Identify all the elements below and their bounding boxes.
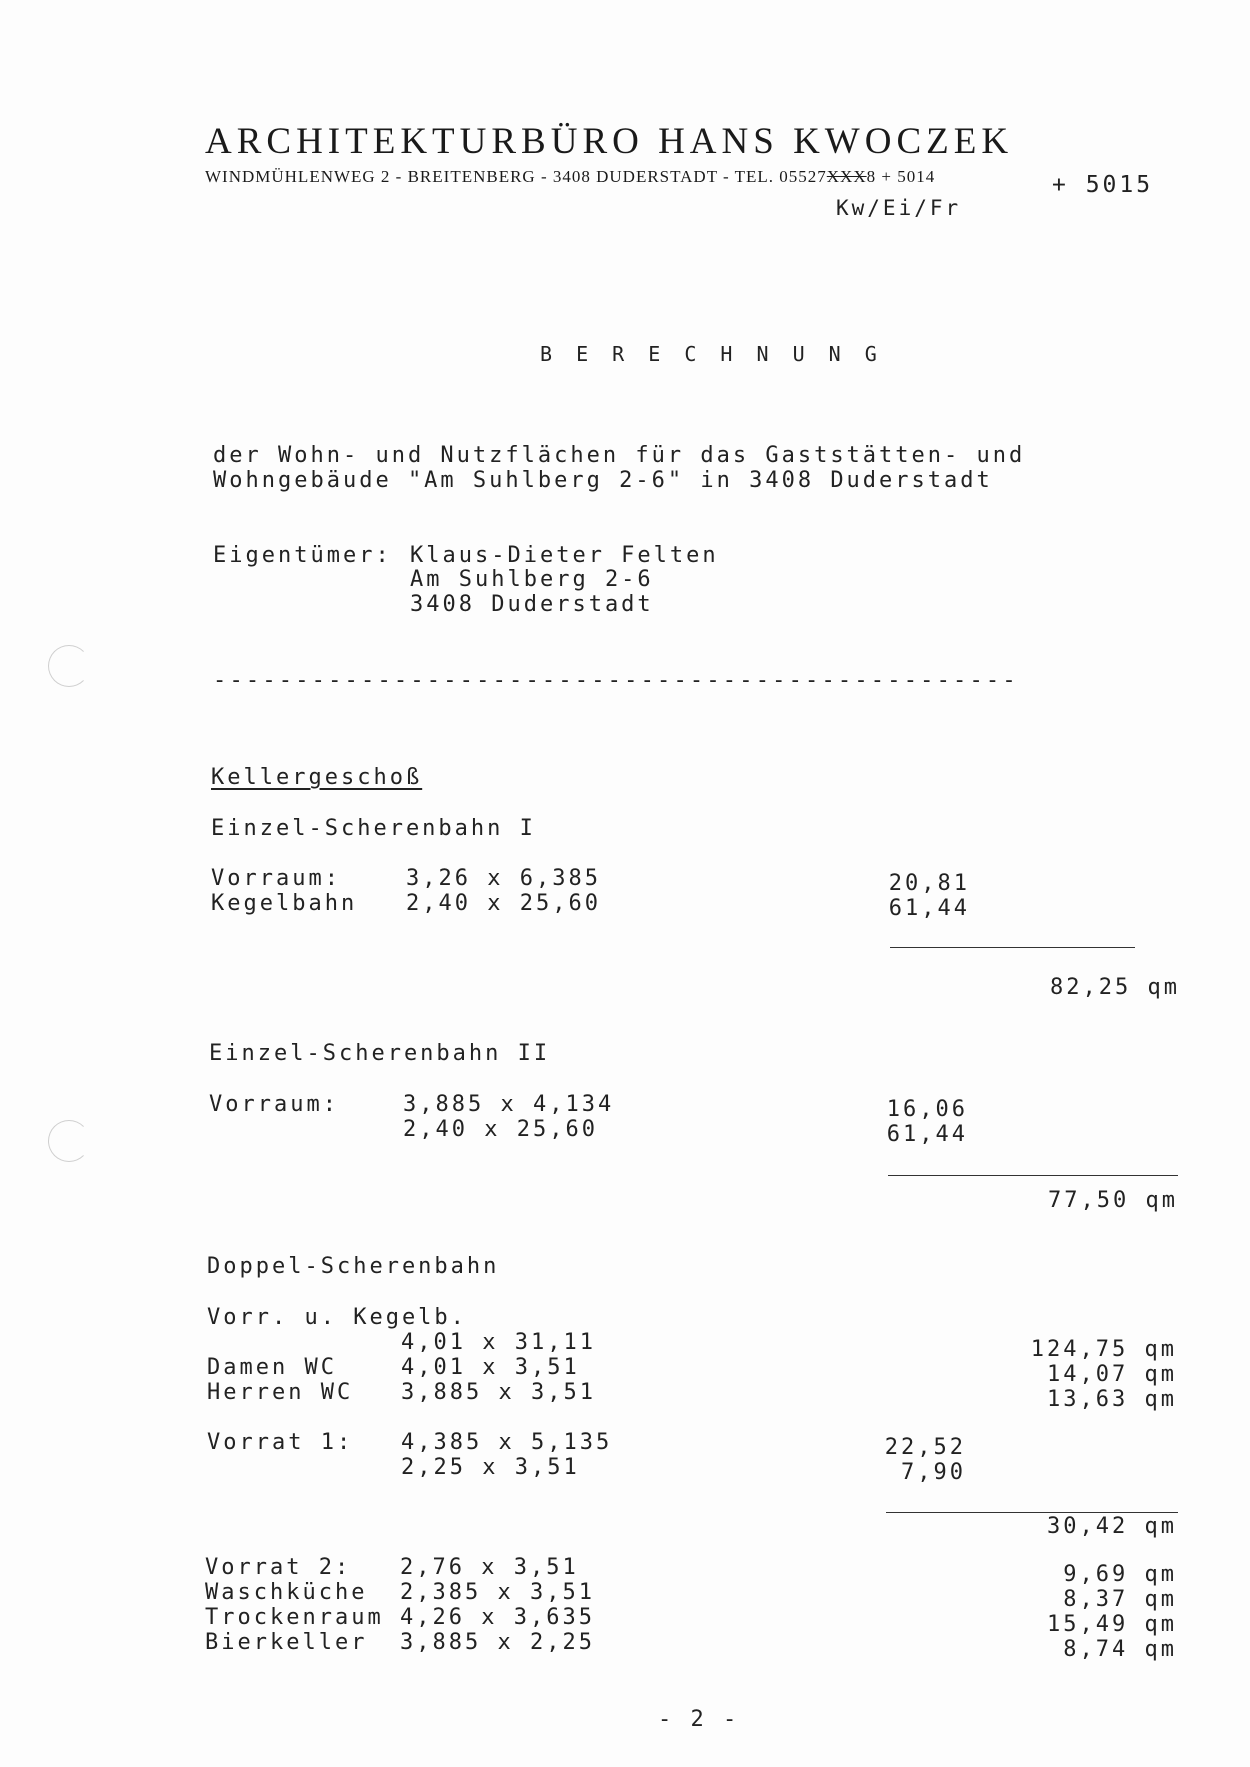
- doppel-row-3-value: 13,63 qm: [1047, 1387, 1177, 1412]
- room-2-label: Waschküche: [205, 1580, 368, 1605]
- room-3-dims: 4,26 x 3,635: [400, 1605, 595, 1630]
- owner-street: Am Suhlberg 2-6: [410, 567, 654, 592]
- einzel-2-sum-rule: [888, 1175, 1178, 1176]
- room-4-label: Bierkeller: [205, 1630, 368, 1655]
- doppel-vorr-label: Vorr. u. Kegelb.: [207, 1305, 467, 1330]
- vorrat-1-total: 30,42 qm: [1047, 1514, 1177, 1539]
- doppel-row-3-label: Herren WC: [207, 1380, 354, 1405]
- einzel-1-sum-rule: [890, 947, 1135, 948]
- einzel-1-row-1-sub: 20,81: [888, 871, 970, 896]
- einzel-2-row-1-label: Vorraum:: [209, 1092, 339, 1117]
- vorrat-1-label: Vorrat 1:: [207, 1430, 354, 1455]
- punch-hole-top: [48, 645, 90, 687]
- vorrat-1-row-2-dims: 2,25 x 3,51: [401, 1455, 580, 1480]
- einzel-2-title: Einzel-Scherenbahn II: [209, 1041, 551, 1066]
- owner-label: Eigentümer:: [213, 543, 392, 568]
- struck-phone-digits: XXX: [826, 167, 867, 186]
- phone-suffix: 8 + 5014: [866, 167, 936, 186]
- einzel-1-row-2-sub: 61,44: [888, 896, 970, 921]
- einzel-2-total: 77,50 qm: [1048, 1188, 1178, 1213]
- added-phone-number: + 5015: [1052, 172, 1154, 198]
- address-text: WINDMÜHLENWEG 2 - BREITENBERG - 3408 DUDERSTADT - TEL. 05527: [205, 167, 827, 186]
- doppel-row-2-dims: 4,01 x 3,51: [401, 1355, 580, 1380]
- punch-hole-bottom: [48, 1120, 90, 1162]
- room-2-value: 8,37 qm: [1063, 1587, 1177, 1612]
- doppel-row-2-label: Damen WC: [207, 1355, 337, 1380]
- vorrat-1-row-2-sub: 7,90: [901, 1460, 966, 1485]
- letterhead-address: [205, 167, 935, 187]
- room-4-dims: 3,885 x 2,25: [400, 1630, 595, 1655]
- room-2-dims: 2,385 x 3,51: [400, 1580, 595, 1605]
- einzel-2-row-2-dims: 2,40 x 25,60: [403, 1117, 598, 1142]
- intro-line-2: Wohngebäude "Am Suhlberg 2-6" in 3408 Duderstadt: [213, 468, 993, 493]
- intro-line-1: der Wohn- und Nutzflächen für das Gaststätten- und: [213, 443, 1026, 468]
- einzel-1-total: 82,25 qm: [1050, 975, 1180, 1000]
- vorrat-1-sum-rule: [886, 1512, 1178, 1513]
- einzel-1-row-2-dims: 2,40 x 25,60: [406, 891, 601, 916]
- doppel-row-1-value: 124,75 qm: [1030, 1337, 1177, 1362]
- einzel-2-row-1-dims: 3,885 x 4,134: [403, 1092, 615, 1117]
- reference-initials: Kw/Ei/Fr: [836, 196, 962, 220]
- room-4-value: 8,74 qm: [1063, 1637, 1177, 1662]
- vorrat-1-row-1-dims: 4,385 x 5,135: [401, 1430, 613, 1455]
- room-1-label: Vorrat 2:: [205, 1555, 352, 1580]
- doppel-row-2-value: 14,07 qm: [1047, 1362, 1177, 1387]
- einzel-1-row-1-dims: 3,26 x 6,385: [406, 866, 601, 891]
- section-title-kellergeschoss: Kellergeschoß: [211, 765, 423, 790]
- owner-city: 3408 Duderstadt: [410, 592, 654, 617]
- room-3-label: Trockenraum: [205, 1605, 384, 1630]
- einzel-1-title: Einzel-Scherenbahn I: [211, 816, 536, 841]
- vorrat-1-row-1-sub: 22,52: [884, 1435, 966, 1460]
- einzel-1-row-1-label: Vorraum:: [211, 866, 341, 891]
- room-1-dims: 2,76 x 3,51: [400, 1555, 579, 1580]
- letterhead-title: ARCHITEKTURBÜRO HANS KWOCZEK: [205, 121, 1014, 162]
- room-1-value: 9,69 qm: [1063, 1562, 1177, 1587]
- doppel-row-1-dims: 4,01 x 31,11: [401, 1330, 596, 1355]
- dashed-separator: -------------------------------------------------: [213, 668, 1019, 693]
- room-3-value: 15,49 qm: [1047, 1612, 1177, 1637]
- page-number: - 2 -: [658, 1707, 740, 1732]
- doppel-row-3-dims: 3,885 x 3,51: [401, 1380, 596, 1405]
- einzel-2-row-2-sub: 61,44: [886, 1122, 968, 1147]
- einzel-1-row-2-label: Kegelbahn: [211, 891, 358, 916]
- doppel-title: Doppel-Scherenbahn: [207, 1254, 500, 1279]
- document-heading: B E R E C H N U N G: [540, 342, 883, 366]
- owner-name: Klaus-Dieter Felten: [410, 543, 719, 568]
- einzel-2-row-1-sub: 16,06: [886, 1097, 968, 1122]
